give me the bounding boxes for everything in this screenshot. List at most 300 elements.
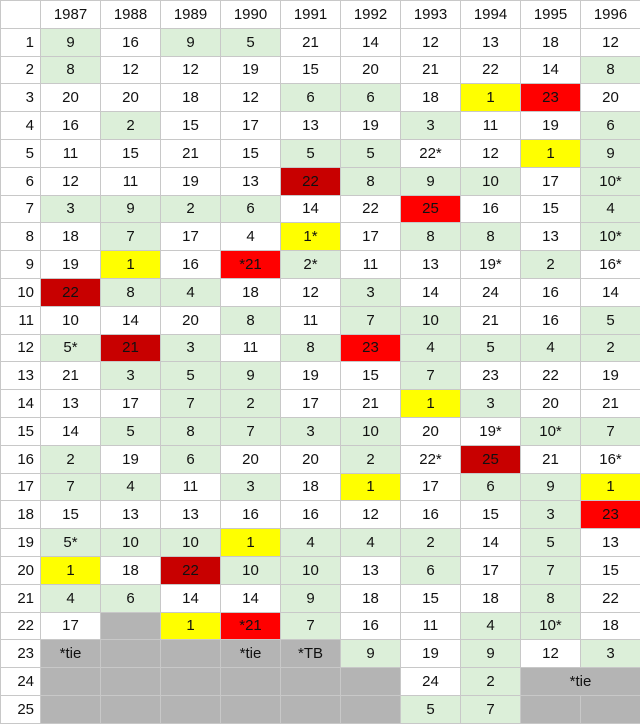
value-cell: 15 <box>221 139 281 167</box>
table-row <box>1 334 640 362</box>
table-row <box>1 362 640 390</box>
value-cell: 18 <box>461 584 521 612</box>
value-cell: 10 <box>281 556 341 584</box>
value-cell: 19 <box>161 167 221 195</box>
value-cell: 4 <box>221 223 281 251</box>
value-cell: 1 <box>101 251 161 279</box>
value-cell: 20 <box>101 84 161 112</box>
value-cell: 19 <box>341 112 401 140</box>
value-cell: 13 <box>461 28 521 56</box>
value-cell: 20 <box>401 417 461 445</box>
value-cell: 17 <box>101 390 161 418</box>
value-cell: 17 <box>461 556 521 584</box>
value-cell: 2 <box>101 112 161 140</box>
year-header-row <box>1 1 640 29</box>
value-cell: 19 <box>521 112 581 140</box>
empty-cell <box>101 612 161 640</box>
value-cell: 10 <box>341 417 401 445</box>
value-cell: 15 <box>341 362 401 390</box>
value-cell: 17 <box>161 223 221 251</box>
value-cell: 23 <box>521 84 581 112</box>
table-row <box>1 112 640 140</box>
value-cell: 7 <box>581 417 640 445</box>
value-cell: 19* <box>461 251 521 279</box>
empty-cell <box>281 695 341 723</box>
row-label: 7 <box>1 195 41 223</box>
row-label: 1 <box>1 28 41 56</box>
value-cell: 14 <box>521 56 581 84</box>
table-row <box>1 84 640 112</box>
value-cell: 14 <box>41 417 101 445</box>
year-header: 1993 <box>401 1 461 29</box>
empty-cell <box>221 668 281 696</box>
value-cell: 5 <box>281 139 341 167</box>
value-cell: 21 <box>281 28 341 56</box>
value-cell: 11 <box>281 306 341 334</box>
value-cell: 19 <box>281 362 341 390</box>
value-cell: 24 <box>461 278 521 306</box>
value-cell: 16 <box>101 28 161 56</box>
value-cell: 7 <box>281 612 341 640</box>
value-cell: 11 <box>401 612 461 640</box>
value-cell: *21 <box>221 612 281 640</box>
value-cell: 18 <box>221 278 281 306</box>
value-cell: 23 <box>461 362 521 390</box>
empty-cell: *tie <box>221 640 281 668</box>
table-row <box>1 640 640 668</box>
value-cell: 4 <box>161 278 221 306</box>
value-cell: 10 <box>221 556 281 584</box>
value-cell: 16 <box>401 501 461 529</box>
value-cell: 10 <box>101 529 161 557</box>
value-cell: 14 <box>341 28 401 56</box>
value-cell: 7 <box>521 556 581 584</box>
value-cell: 15 <box>281 56 341 84</box>
value-cell: 16* <box>581 251 640 279</box>
value-cell: 7 <box>161 390 221 418</box>
value-cell: 9 <box>401 167 461 195</box>
value-cell: 22 <box>581 584 640 612</box>
value-cell: 12 <box>341 501 401 529</box>
row-label: 11 <box>1 306 41 334</box>
table-row <box>1 445 640 473</box>
value-cell: 20 <box>521 390 581 418</box>
value-cell: 5 <box>521 529 581 557</box>
value-cell: 14 <box>581 278 640 306</box>
table-row <box>1 695 640 723</box>
value-cell: 12 <box>281 278 341 306</box>
value-cell: 8 <box>521 584 581 612</box>
value-cell: 2 <box>581 334 640 362</box>
row-label: 5 <box>1 139 41 167</box>
table-row <box>1 556 640 584</box>
value-cell: 16* <box>581 445 640 473</box>
value-cell: 14 <box>161 584 221 612</box>
row-label: 16 <box>1 445 41 473</box>
value-cell: 19 <box>41 251 101 279</box>
value-cell: 6 <box>341 84 401 112</box>
value-cell: 5 <box>401 695 461 723</box>
value-cell: 18 <box>161 84 221 112</box>
value-cell: 22 <box>41 278 101 306</box>
value-cell: 6 <box>221 195 281 223</box>
value-cell: 1 <box>221 529 281 557</box>
value-cell: 8 <box>101 278 161 306</box>
table-row <box>1 417 640 445</box>
value-cell: 2 <box>461 668 521 696</box>
row-label: 6 <box>1 167 41 195</box>
year-header: 1995 <box>521 1 581 29</box>
table-row <box>1 223 640 251</box>
value-cell: 17 <box>341 223 401 251</box>
empty-cell <box>521 695 581 723</box>
value-cell: 16 <box>41 112 101 140</box>
value-cell: 16 <box>521 306 581 334</box>
value-cell: 17 <box>401 473 461 501</box>
value-cell: 1 <box>461 84 521 112</box>
value-cell: 14 <box>401 278 461 306</box>
value-cell: 12 <box>461 139 521 167</box>
value-cell: 21 <box>401 56 461 84</box>
row-label: 15 <box>1 417 41 445</box>
value-cell: 14 <box>101 306 161 334</box>
value-cell: 16 <box>281 501 341 529</box>
table-row <box>1 390 640 418</box>
value-cell: 6 <box>461 473 521 501</box>
value-cell: 20 <box>281 445 341 473</box>
corner-cell <box>1 1 41 29</box>
row-label: 2 <box>1 56 41 84</box>
value-cell: 3 <box>281 417 341 445</box>
value-cell: 9 <box>101 195 161 223</box>
value-cell: 3 <box>101 362 161 390</box>
row-label: 9 <box>1 251 41 279</box>
value-cell: 22* <box>401 139 461 167</box>
table-row <box>1 139 640 167</box>
value-cell: 9 <box>161 28 221 56</box>
row-label: 23 <box>1 640 41 668</box>
value-cell: 15 <box>401 584 461 612</box>
value-cell: 2* <box>281 251 341 279</box>
value-cell: 5 <box>101 417 161 445</box>
value-cell: 25 <box>461 445 521 473</box>
value-cell: 23 <box>581 501 640 529</box>
value-cell: 19* <box>461 417 521 445</box>
value-cell: 4 <box>341 529 401 557</box>
row-label: 10 <box>1 278 41 306</box>
value-cell: 16 <box>341 612 401 640</box>
value-cell: 11 <box>461 112 521 140</box>
empty-cell <box>101 668 161 696</box>
value-cell: 8 <box>461 223 521 251</box>
value-cell: 22 <box>521 362 581 390</box>
value-cell: 8 <box>401 223 461 251</box>
value-cell: 19 <box>581 362 640 390</box>
table-row <box>1 251 640 279</box>
value-cell: 21 <box>41 362 101 390</box>
value-cell: 8 <box>161 417 221 445</box>
value-cell: 19 <box>101 445 161 473</box>
value-cell: 7 <box>41 473 101 501</box>
value-cell: 4 <box>521 334 581 362</box>
value-cell: 2 <box>161 195 221 223</box>
value-cell: 6 <box>281 84 341 112</box>
value-cell: 1 <box>341 473 401 501</box>
value-cell: 1 <box>521 139 581 167</box>
value-cell: 5* <box>41 529 101 557</box>
empty-cell: *tie <box>521 668 640 696</box>
value-cell: 13 <box>521 223 581 251</box>
value-cell: 8 <box>41 56 101 84</box>
empty-cell: *TB <box>281 640 341 668</box>
empty-cell <box>161 695 221 723</box>
value-cell: 20 <box>581 84 640 112</box>
value-cell: 17 <box>41 612 101 640</box>
value-cell: 12 <box>221 84 281 112</box>
value-cell: 18 <box>101 556 161 584</box>
row-label: 8 <box>1 223 41 251</box>
row-label: 25 <box>1 695 41 723</box>
value-cell: *21 <box>221 251 281 279</box>
value-cell: 22 <box>461 56 521 84</box>
value-cell: 12 <box>581 28 640 56</box>
value-cell: 1 <box>581 473 640 501</box>
value-cell: 7 <box>461 695 521 723</box>
empty-cell <box>341 695 401 723</box>
value-cell: 15 <box>581 556 640 584</box>
table-row <box>1 195 640 223</box>
empty-cell <box>161 640 221 668</box>
year-header: 1989 <box>161 1 221 29</box>
row-label: 14 <box>1 390 41 418</box>
value-cell: 19 <box>401 640 461 668</box>
table-row <box>1 306 640 334</box>
value-cell: 13 <box>281 112 341 140</box>
value-cell: 13 <box>581 529 640 557</box>
value-cell: 18 <box>281 473 341 501</box>
value-cell: 22* <box>401 445 461 473</box>
row-label: 22 <box>1 612 41 640</box>
value-cell: 2 <box>41 445 101 473</box>
value-cell: 20 <box>41 84 101 112</box>
value-cell: 8 <box>221 306 281 334</box>
value-cell: 6 <box>581 112 640 140</box>
value-cell: 4 <box>461 612 521 640</box>
value-cell: 15 <box>101 139 161 167</box>
value-cell: 5 <box>581 306 640 334</box>
value-cell: 20 <box>341 56 401 84</box>
value-cell: 9 <box>341 640 401 668</box>
value-cell: 22 <box>161 556 221 584</box>
row-label: 18 <box>1 501 41 529</box>
value-cell: 16 <box>521 278 581 306</box>
value-cell: 23 <box>341 334 401 362</box>
value-cell: 10* <box>521 612 581 640</box>
value-cell: 16 <box>461 195 521 223</box>
value-cell: 9 <box>41 28 101 56</box>
empty-cell <box>221 695 281 723</box>
value-cell: 10 <box>401 306 461 334</box>
value-cell: 20 <box>161 306 221 334</box>
value-cell: 9 <box>461 640 521 668</box>
value-cell: 1 <box>401 390 461 418</box>
value-cell: 7 <box>221 417 281 445</box>
row-label: 4 <box>1 112 41 140</box>
value-cell: 16 <box>161 251 221 279</box>
empty-cell <box>161 668 221 696</box>
value-cell: 4 <box>41 584 101 612</box>
value-cell: 1 <box>161 612 221 640</box>
value-cell: 2 <box>341 445 401 473</box>
row-label: 17 <box>1 473 41 501</box>
table-row <box>1 473 640 501</box>
year-header: 1996 <box>581 1 640 29</box>
value-cell: 10 <box>41 306 101 334</box>
row-label: 20 <box>1 556 41 584</box>
year-header: 1990 <box>221 1 281 29</box>
value-cell: 22 <box>281 167 341 195</box>
year-header: 1994 <box>461 1 521 29</box>
value-cell: 21 <box>341 390 401 418</box>
value-cell: 12 <box>521 640 581 668</box>
value-cell: 11 <box>341 251 401 279</box>
grid-body <box>1 28 640 723</box>
value-cell: 4 <box>281 529 341 557</box>
row-label: 21 <box>1 584 41 612</box>
empty-cell <box>41 668 101 696</box>
value-cell: 6 <box>161 445 221 473</box>
value-cell: 10* <box>581 223 640 251</box>
value-cell: 3 <box>521 501 581 529</box>
value-cell: 19 <box>221 56 281 84</box>
value-cell: 11 <box>101 167 161 195</box>
value-cell: 18 <box>521 28 581 56</box>
value-cell: 3 <box>461 390 521 418</box>
value-cell: 18 <box>41 223 101 251</box>
row-label: 13 <box>1 362 41 390</box>
value-cell: 21 <box>101 334 161 362</box>
empty-cell <box>101 695 161 723</box>
empty-cell <box>341 668 401 696</box>
value-cell: 15 <box>41 501 101 529</box>
value-cell: 7 <box>401 362 461 390</box>
value-cell: 3 <box>41 195 101 223</box>
value-cell: 13 <box>221 167 281 195</box>
value-cell: 2 <box>221 390 281 418</box>
value-cell: 21 <box>581 390 640 418</box>
year-header: 1988 <box>101 1 161 29</box>
value-cell: 11 <box>221 334 281 362</box>
empty-cell: *tie <box>41 640 101 668</box>
value-cell: 3 <box>581 640 640 668</box>
value-cell: 5 <box>221 28 281 56</box>
table-row <box>1 278 640 306</box>
value-cell: 4 <box>581 195 640 223</box>
empty-cell <box>41 695 101 723</box>
empty-cell <box>101 640 161 668</box>
year-header: 1987 <box>41 1 101 29</box>
value-cell: 12 <box>401 28 461 56</box>
value-cell: 15 <box>161 112 221 140</box>
value-cell: 21 <box>161 139 221 167</box>
value-cell: 3 <box>161 334 221 362</box>
value-cell: 13 <box>101 501 161 529</box>
value-cell: 16 <box>221 501 281 529</box>
value-cell: 25 <box>401 195 461 223</box>
value-cell: 18 <box>401 84 461 112</box>
table-row <box>1 612 640 640</box>
table-row <box>1 28 640 56</box>
value-cell: 1* <box>281 223 341 251</box>
value-cell: 10* <box>521 417 581 445</box>
value-cell: 6 <box>101 584 161 612</box>
value-cell: 3 <box>221 473 281 501</box>
value-cell: 13 <box>41 390 101 418</box>
value-cell: 14 <box>461 529 521 557</box>
row-label: 12 <box>1 334 41 362</box>
value-cell: 8 <box>581 56 640 84</box>
value-cell: 17 <box>521 167 581 195</box>
value-cell: 24 <box>401 668 461 696</box>
value-cell: 20 <box>221 445 281 473</box>
value-cell: 2 <box>401 529 461 557</box>
value-cell: 7 <box>101 223 161 251</box>
value-cell: 1 <box>41 556 101 584</box>
table-row <box>1 668 640 696</box>
value-cell: 12 <box>101 56 161 84</box>
value-cell: 21 <box>461 306 521 334</box>
table-row <box>1 56 640 84</box>
year-header: 1992 <box>341 1 401 29</box>
value-cell: 13 <box>341 556 401 584</box>
value-cell: 10* <box>581 167 640 195</box>
value-cell: 8 <box>341 167 401 195</box>
value-cell: 7 <box>341 306 401 334</box>
value-cell: 3 <box>341 278 401 306</box>
row-label: 3 <box>1 84 41 112</box>
value-cell: 5 <box>341 139 401 167</box>
table-row <box>1 529 640 557</box>
value-cell: 4 <box>401 334 461 362</box>
value-cell: 5* <box>41 334 101 362</box>
table-row <box>1 584 640 612</box>
value-cell: 21 <box>521 445 581 473</box>
table-row <box>1 501 640 529</box>
value-cell: 14 <box>281 195 341 223</box>
value-cell: 13 <box>161 501 221 529</box>
value-cell: 18 <box>581 612 640 640</box>
table-row <box>1 167 640 195</box>
value-cell: 8 <box>281 334 341 362</box>
value-cell: 14 <box>221 584 281 612</box>
value-cell: 5 <box>461 334 521 362</box>
value-cell: 9 <box>221 362 281 390</box>
row-label: 19 <box>1 529 41 557</box>
value-cell: 18 <box>341 584 401 612</box>
value-cell: 4 <box>101 473 161 501</box>
value-cell: 13 <box>401 251 461 279</box>
value-cell: 17 <box>281 390 341 418</box>
value-cell: 12 <box>41 167 101 195</box>
value-cell: 6 <box>401 556 461 584</box>
value-cell: 12 <box>161 56 221 84</box>
value-cell: 11 <box>41 139 101 167</box>
value-cell: 11 <box>161 473 221 501</box>
row-label: 24 <box>1 668 41 696</box>
empty-cell <box>581 695 640 723</box>
value-cell: 9 <box>521 473 581 501</box>
value-cell: 3 <box>401 112 461 140</box>
